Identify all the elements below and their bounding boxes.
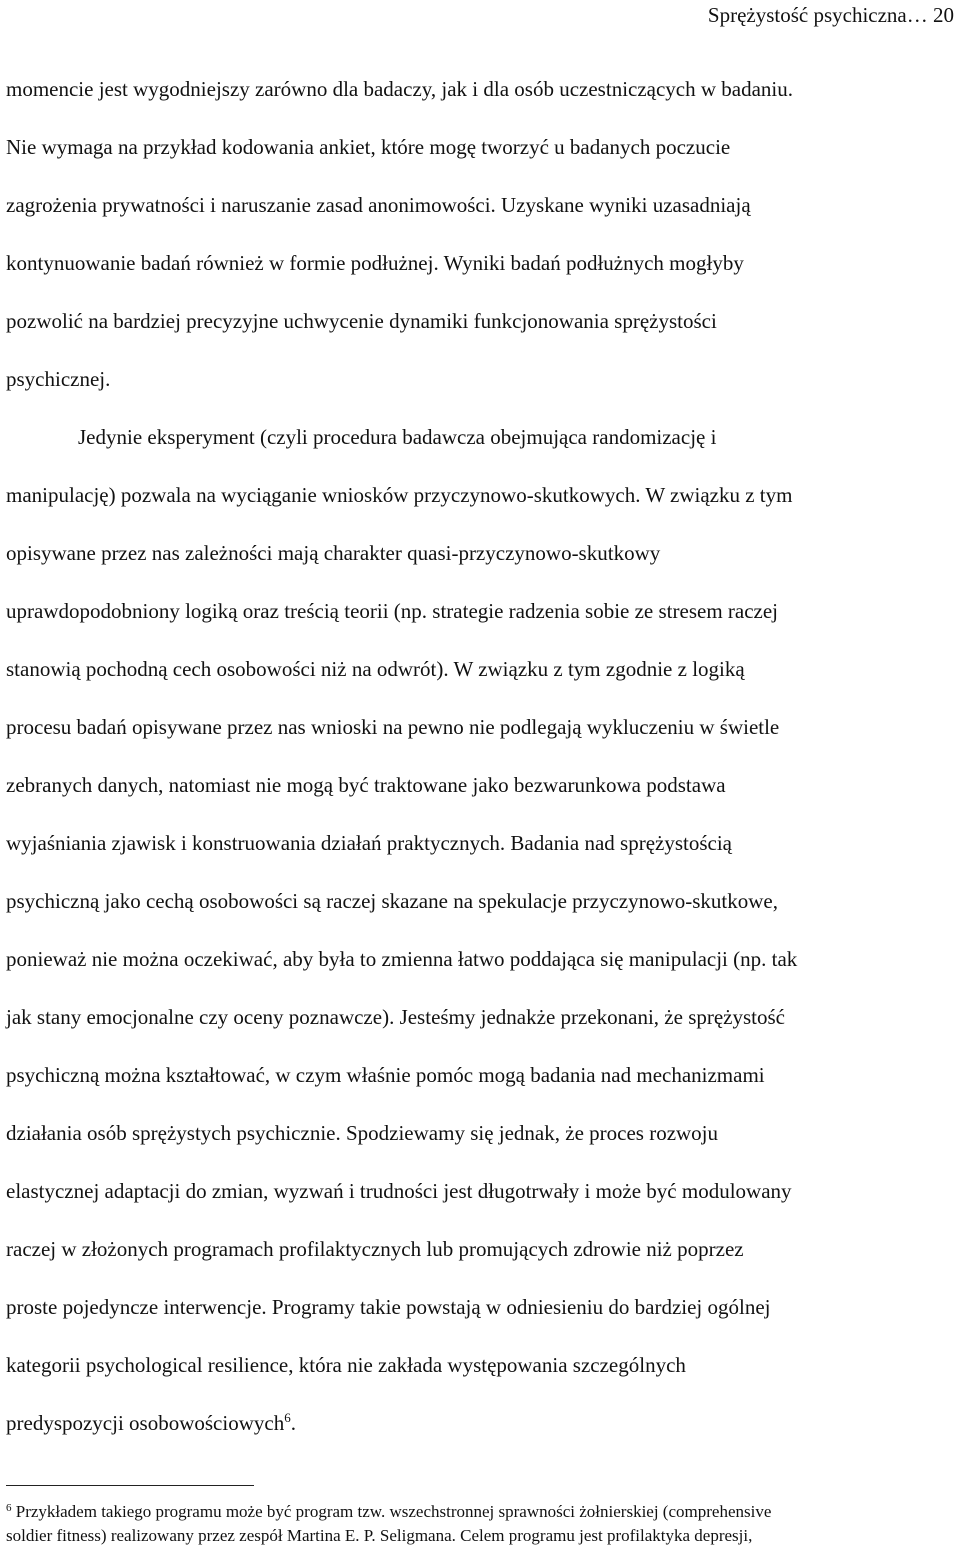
paragraph-first-line: Jedynie eksperyment (czyli procedura badawcza obejmująca randomizację i: [78, 425, 717, 449]
last-line-text: predyspozycji osobowościowych: [6, 1411, 285, 1435]
footnote-separator: [6, 1485, 254, 1486]
paragraph-last-line: [6, 1394, 958, 1452]
paragraph-line: wyjaśniania zjawisk i konstruowania działań praktycznych. Badania nad sprężystością: [6, 831, 733, 855]
paragraph-line: raczej w złożonych programach profilaktycznych lub promujących zdrowie niż poprzez: [6, 1237, 744, 1261]
paragraph-line: psychiczną można kształtować, w czym właśnie pomóc mogą badania nad mechanizmami: [6, 1063, 765, 1087]
paragraph-line: psychiczną jako cechą osobowości są raczej skazane na spekulacje przyczynowo-skutkowe,: [6, 889, 779, 913]
running-header: Sprężystość psychiczna… 20: [707, 3, 954, 27]
body-text: [6, 60, 958, 1452]
paragraph-line: ponieważ nie można oczekiwać, aby była to zmienna łatwo poddająca się manipulacji (np. tak: [6, 947, 798, 971]
paragraph-line: zebranych danych, natomiast nie mogą być traktowane jako bezwarunkowa podstawa: [6, 773, 726, 797]
paragraph-line: proste pojedyncze interwencje. Programy takie powstają w odniesieniu do bardziej ogólnej: [6, 1295, 771, 1319]
paragraph-line: procesu badań opisywane przez nas wnioski na pewno nie podlegają wykluczeniu w świetle: [6, 715, 780, 739]
paragraph-line: stanowią pochodną cech osobowości niż na odwrót). W związku z tym zgodnie z logiką: [6, 657, 745, 681]
paragraph-line: działania osób sprężystych psychicznie. Spodziewamy się jednak, że proces rozwoju: [6, 1121, 719, 1145]
footnotes: [6, 1500, 958, 1548]
paragraph-line: momencie jest wygodniejszy zarówno dla badaczy, jak i dla osób uczestniczących w badaniu.: [6, 77, 794, 101]
paragraph-line: kontynuowanie badań również w formie podłużnej. Wyniki badań podłużnych mogłyby: [6, 251, 744, 275]
footnote-line: soldier fitness) realizowany przez zespół Martina E. P. Seligmana. Celem programu jest profilaktyka depresji,: [6, 1526, 753, 1545]
paragraph-line: elastycznej adaptacji do zmian, wyzwań i trudności jest długotrwały i może być modulowany: [6, 1179, 792, 1203]
paragraph-line: jak stany emocjonalne czy oceny poznawcze). Jesteśmy jednakże przekonani, że sprężystość: [6, 1005, 785, 1029]
paragraph-line: psychicznej.: [6, 367, 111, 391]
paragraph-line: manipulację) pozwala na wyciąganie wniosków przyczynowo-skutkowych. W związku z tym: [6, 483, 793, 507]
paragraph-line: pozwolić na bardziej precyzyjne uchwycenie dynamiki funkcjonowania sprężystości: [6, 309, 717, 333]
paragraph-line: Nie wymaga na przykład kodowania ankiet, które mogę tworzyć u badanych poczucie: [6, 135, 731, 159]
paragraph-line: uprawdopodobniony logiką oraz treścią teorii (np. strategie radzenia sobie ze stresem raczej: [6, 599, 779, 623]
paragraph-line: zagrożenia prywatności i naruszanie zasad anonimowości. Uzyskane wyniki uzasadniają: [6, 193, 751, 217]
footnote-reference[interactable]: 6: [284, 1410, 291, 1425]
footnote-text: Przykładem takiego programu może być program tzw. wszechstronnej sprawności żołnierskiej (comprehensive: [11, 1502, 772, 1521]
footnote-line: [6, 1500, 958, 1524]
paragraph-line: opisywane przez nas zależności mają charakter quasi-przyczynowo-skutkowy: [6, 541, 661, 565]
paragraph-line: kategorii psychological resilience, która nie zakłada występowania szczególnych: [6, 1353, 686, 1377]
footnote-marker: 6: [6, 1502, 12, 1514]
last-line-end: .: [290, 1411, 296, 1435]
